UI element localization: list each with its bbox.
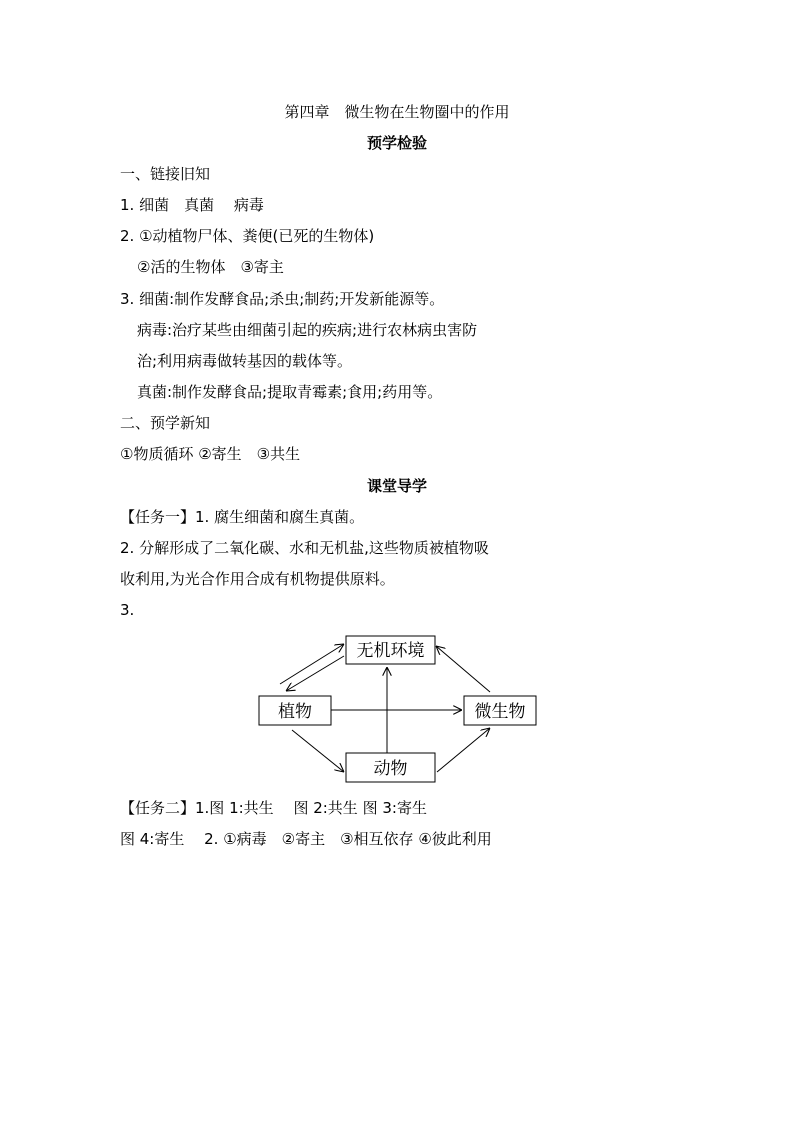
material-cycle-diagram xyxy=(250,630,550,790)
task1-line: 收利用,为光合作用合成有机物提供原料。 xyxy=(120,570,395,588)
section-class-heading: 课堂导学 xyxy=(366,477,427,495)
task1-line: 2. 分解形成了二氧化碳、水和无机盐,这些物质被植物吸 xyxy=(120,539,489,557)
arrow-inorganic-to-plant xyxy=(286,656,344,691)
box-plant xyxy=(259,696,331,725)
arrow-plant-to-inorganic xyxy=(280,644,344,684)
document-title: 第四章 微生物在生物圈中的作用 xyxy=(284,103,510,121)
answer-line: 2. ①动植物尸体、粪便(已死的生物体) xyxy=(120,227,375,245)
task1-line: 【任务一】1. 腐生细菌和腐生真菌。 xyxy=(120,508,365,526)
section-preview-heading: 预学检验 xyxy=(366,134,427,152)
arrow-animal-to-microbe xyxy=(437,728,490,772)
part1-heading: 一、链接旧知 xyxy=(120,165,211,183)
answer-line: ①物质循环 ②寄生 ③共生 xyxy=(120,445,301,463)
arrow-plant-to-animal xyxy=(292,730,344,772)
task2-line: 【任务二】1.图 1:共生 图 2:共生 图 3:寄生 xyxy=(120,799,427,817)
box-microbe xyxy=(464,696,536,725)
answer-line: 真菌:制作发酵食品;提取青霉素;食用;药用等。 xyxy=(137,383,443,401)
task1-line: 3. xyxy=(120,601,135,619)
task2-line: 图 4:寄生 2. ①病毒 ②寄主 ③相互依存 ④彼此利用 xyxy=(120,830,492,848)
box-inorganic-environment xyxy=(346,636,435,664)
box-microbe-label: 微生物 xyxy=(474,702,526,722)
box-inorganic-label: 无机环境 xyxy=(356,641,425,661)
box-animal-label: 动物 xyxy=(373,759,408,779)
answer-line: 治;利用病毒做转基因的载体等。 xyxy=(137,352,353,370)
answer-line: 1. 细菌 真菌 病毒 xyxy=(120,196,264,214)
answer-line: 病毒:治疗某些由细菌引起的疾病;进行农林病虫害防 xyxy=(137,321,478,339)
arrow-microbe-to-inorganic xyxy=(436,646,490,692)
answer-line: ②活的生物体 ③寄主 xyxy=(137,258,284,276)
answer-line: 3. 细菌:制作发酵食品;杀虫;制药;开发新能源等。 xyxy=(120,290,445,308)
part2-heading: 二、预学新知 xyxy=(120,414,211,432)
box-animal xyxy=(346,753,435,782)
box-plant-label: 植物 xyxy=(278,702,312,722)
